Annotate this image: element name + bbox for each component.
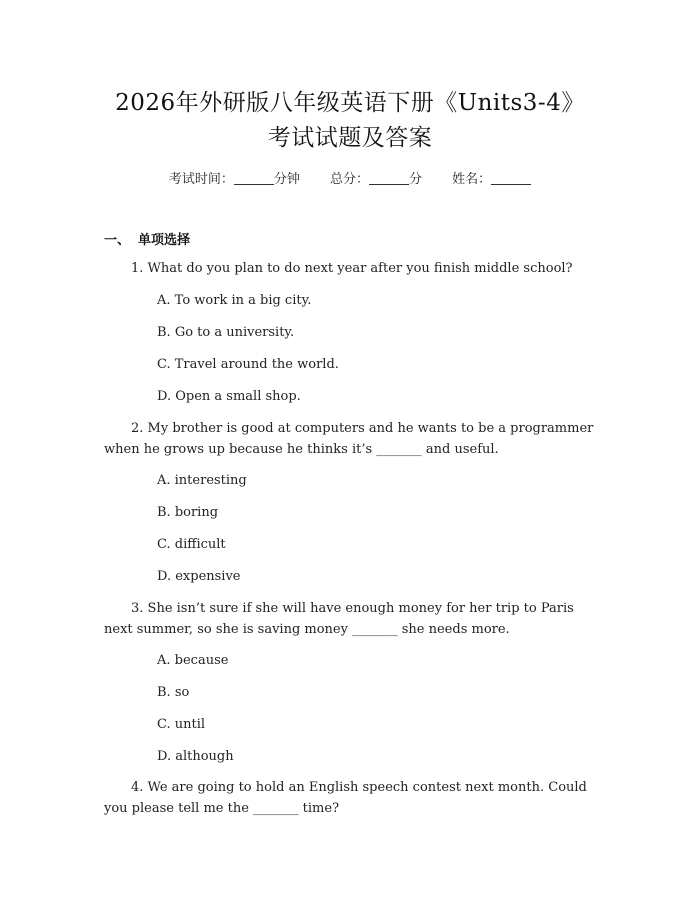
section-title: 单项选择 — [138, 233, 191, 248]
section-heading — [104, 229, 190, 248]
score-label: 总分： — [329, 172, 369, 187]
question-3-option-d: D. although — [157, 749, 234, 764]
question-3-option-b: B. so — [157, 685, 190, 700]
question-4: 4. We are going to hold an English speech contest next month. Could you please tell me the _______ time? — [104, 780, 587, 816]
name-blank[interactable] — [491, 172, 531, 185]
question-2-option-b: B. boring — [157, 505, 219, 520]
name-label: 姓名： — [452, 172, 492, 187]
question-1: 1. What do you plan to do next year after you finish middle school? — [131, 261, 573, 276]
question-1-option-c: C. Travel around the world. — [157, 357, 339, 372]
question-3-option-a: A. because — [157, 653, 229, 668]
time-blank[interactable] — [234, 172, 274, 185]
score-blank[interactable] — [369, 172, 409, 185]
question-3-option-c: C. until — [157, 717, 206, 732]
question-2-option-c: C. difficult — [157, 537, 226, 552]
question-1-option-a: A. To work in a big city. — [157, 293, 312, 308]
time-unit: 分钟 — [273, 172, 300, 187]
score-unit: 分 — [409, 172, 423, 187]
question-1-option-b: B. Go to a university. — [157, 325, 295, 340]
exam-title-line-2: 考试试题及答案 — [267, 125, 433, 151]
question-2: 2. My brother is good at computers and he wants to be a programmer when he grows up because he thinks it’s _______ and useful. — [104, 421, 594, 457]
name-field — [452, 168, 531, 187]
question-3: 3. She isn’t sure if she will have enough money for her trip to Paris next summer, so she is saving money _______ she needs more. — [104, 601, 574, 637]
exam-title-line-1: 2026年外研版八年级英语下册《Units3-4》 — [115, 90, 585, 116]
time-label: 考试时间： — [168, 172, 234, 187]
question-2-option-a: A. interesting — [157, 473, 247, 488]
time-field — [169, 168, 300, 187]
question-2-option-d: D. expensive — [157, 569, 241, 584]
exam-meta-row — [0, 168, 700, 187]
question-1-option-d: D. Open a small shop. — [157, 389, 301, 404]
score-field — [330, 168, 422, 187]
section-number: 一、 — [104, 233, 131, 248]
